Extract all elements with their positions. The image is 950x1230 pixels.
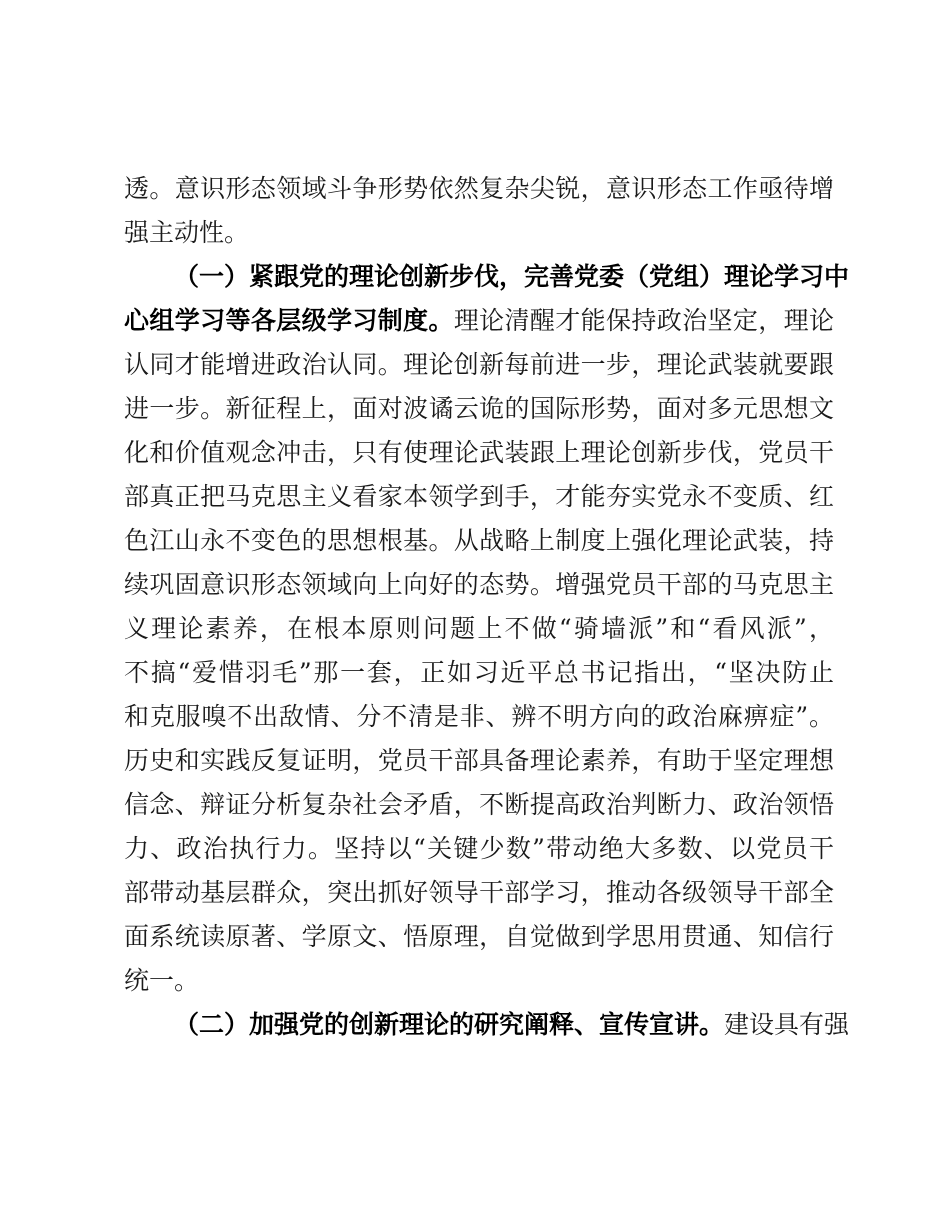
- paragraph-line: [124, 343, 834, 387]
- paragraph-line: [124, 827, 834, 871]
- paragraph-line: [124, 563, 834, 607]
- line-text: 色江山永不变色的思想根基。从战略上制度上强化理论武装，持: [124, 526, 834, 555]
- line-text: 和克服嗅不出敌情、分不清是非、辨不明方向的政治麻痹症”。: [124, 702, 834, 731]
- line-text: 进一步。新征程上，面对波谲云诡的国际形势，面对多元思想文: [124, 394, 834, 423]
- heading-text: 心组学习等各层级学习制度。: [124, 306, 454, 335]
- line-text: 部真正把马克思主义看家本领学到手，才能夯实党永不变质、红: [124, 482, 834, 511]
- paragraph-line: [124, 915, 834, 959]
- paragraph-line: [124, 871, 834, 915]
- line-text: 透。意识形态领域斗争形势依然复杂尖锐，意识形态工作亟待增: [124, 174, 834, 203]
- line-text: 信念、辩证分析复杂社会矛盾，不断提高政治判断力、政治领悟: [124, 790, 834, 819]
- paragraph-line: [124, 607, 834, 651]
- line-text: 历史和实践反复证明，党员干部具备理论素养，有助于坚定理想: [124, 746, 834, 775]
- line-text: 面系统读原著、学原文、悟原理，自觉做到学思用贯通、知信行: [124, 922, 834, 951]
- paragraph-line: [124, 211, 834, 255]
- line-text: 强主动性。: [124, 218, 250, 247]
- paragraph-line: [124, 299, 834, 343]
- paragraph-line: [124, 167, 834, 211]
- line-text: 理论清醒才能保持政治坚定，理论: [453, 306, 834, 335]
- paragraph-line: [124, 959, 834, 1003]
- line-text: 部带动基层群众，突出抓好领导干部学习，推动各级领导干部全: [124, 878, 834, 907]
- line-text: 认同才能增进政治认同。理论创新每前进一步，理论武装就要跟: [124, 350, 834, 379]
- line-text: 续巩固意识形态领域向上向好的态势。增强党员干部的马克思主: [124, 570, 834, 599]
- line-text: 义理论素养，在根本原则问题上不做“骑墙派”和“看风派”，: [124, 614, 834, 643]
- paragraph-line: [124, 387, 834, 431]
- line-text: 力、政治执行力。坚持以“关键少数”带动绝大多数、以党员干: [124, 834, 834, 863]
- paragraph-line: [124, 739, 834, 783]
- heading-text: （一）紧跟党的理论创新步伐，完善党委（党组）理论学习中: [174, 262, 850, 291]
- paragraph-line: [124, 431, 834, 475]
- line-text: 不搞“爱惜羽毛”那一套，正如习近平总书记指出，“坚决防止: [124, 658, 834, 687]
- line-text: 统一。: [124, 966, 200, 995]
- heading-text: （二）加强党的创新理论的研究阐释、宣传宣讲。: [174, 1010, 725, 1039]
- paragraph-line: [124, 651, 834, 695]
- paragraph-line: [124, 519, 834, 563]
- paragraph-line: [124, 695, 834, 739]
- line-text: 建设具有强: [724, 1010, 850, 1039]
- line-text: 化和价值观念冲击，只有使理论武装跟上理论创新步伐，党员干: [124, 438, 834, 467]
- paragraph-line: [124, 475, 834, 519]
- paragraph-line: [124, 783, 834, 827]
- section-heading-2: [174, 1003, 850, 1047]
- section-heading-1: [174, 255, 850, 299]
